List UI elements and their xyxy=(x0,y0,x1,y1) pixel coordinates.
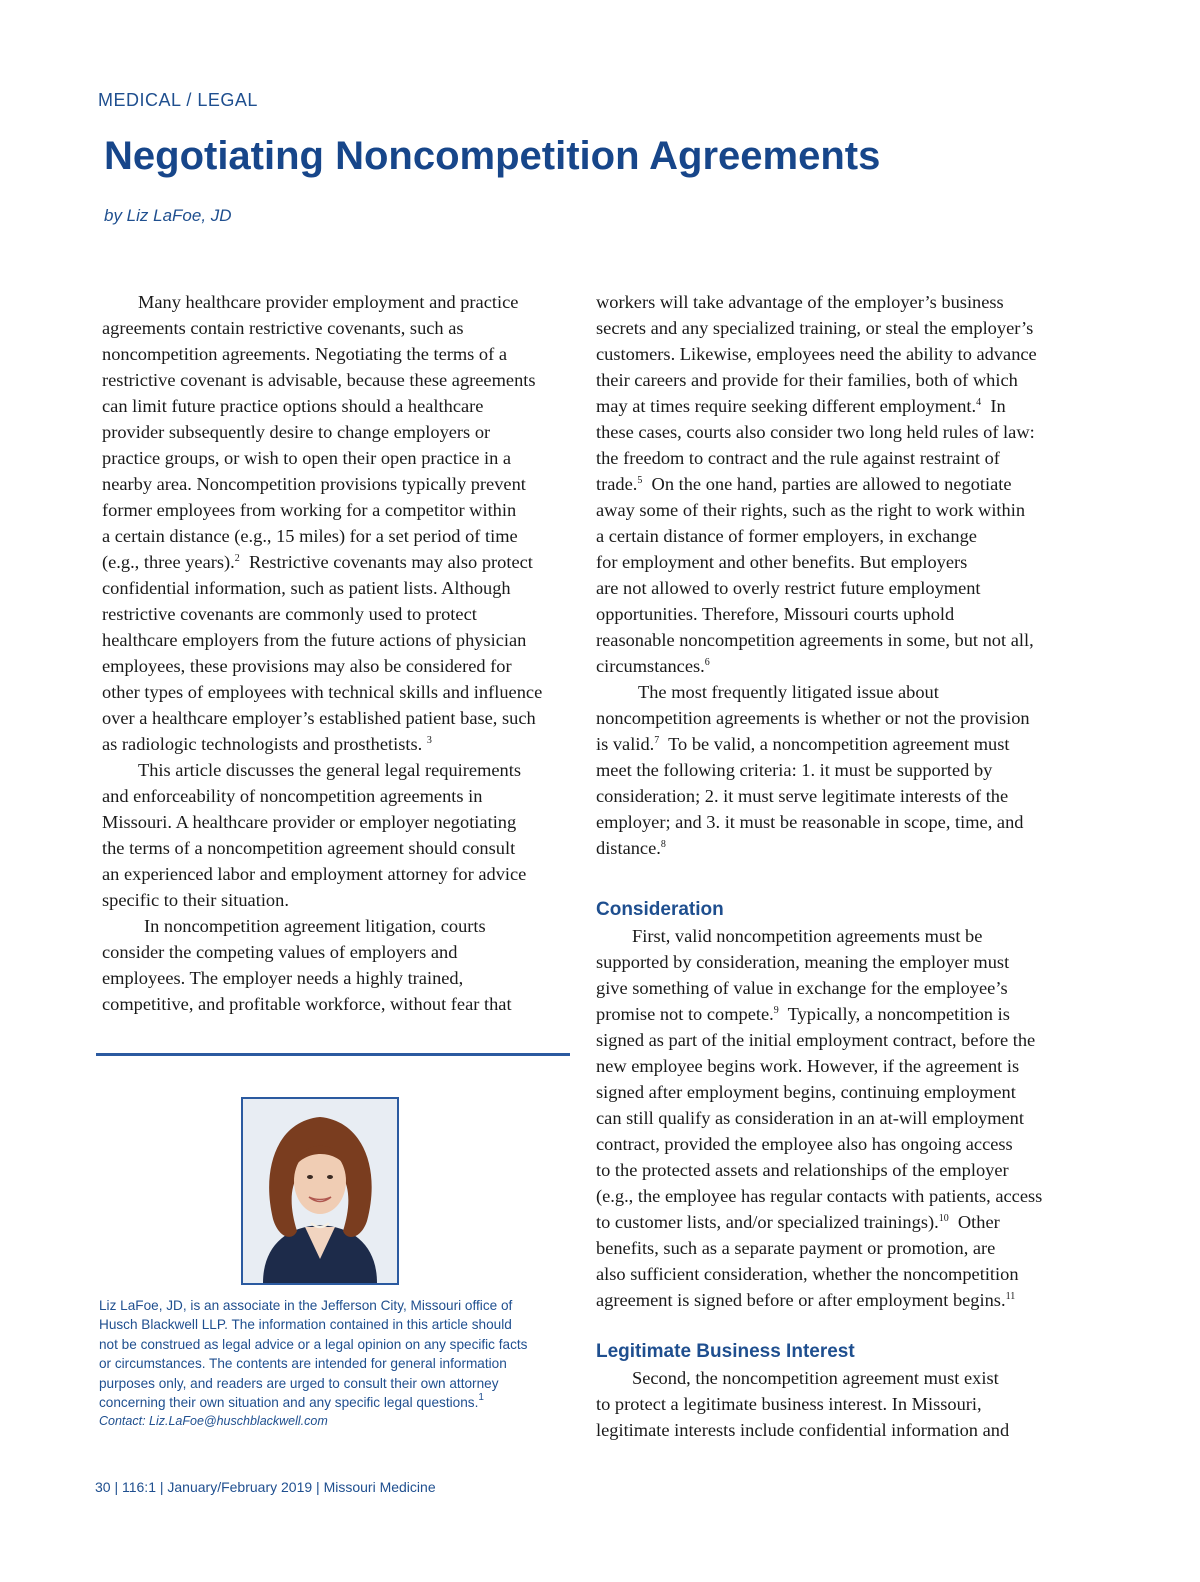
text-line: customers. Likewise, employees need the ability to advance xyxy=(596,344,1037,364)
text-fragment: distance. xyxy=(596,838,661,858)
footnote-ref[interactable]: 3 xyxy=(426,735,432,746)
text-line: former employees from working for a competitor within xyxy=(102,500,517,520)
text-line: restrictive covenant is advisable, because these agreements xyxy=(102,370,536,390)
text-line xyxy=(596,1001,1072,1027)
bio-line: Husch Blackwell LLP. The information contained in this article should xyxy=(99,1317,512,1333)
text-line: consideration; 2. it must serve legitimate interests of the xyxy=(596,786,1009,806)
text-line: workers will take advantage of the employer’s business xyxy=(596,292,1004,312)
article-title: Negotiating Noncompetition Agreements xyxy=(104,134,881,178)
text-line: a certain distance (e.g., 15 miles) for a set period of time xyxy=(102,526,518,546)
text-line xyxy=(596,731,1072,757)
text-line xyxy=(596,393,1072,419)
text-line: confidential information, such as patient lists. Although xyxy=(102,578,511,598)
text-fragment: circumstances. xyxy=(596,656,705,676)
text-fragment: agreement is signed before or after employment begins. xyxy=(596,1290,1006,1310)
bio-line: purposes only, and readers are urged to consult their own attorney xyxy=(99,1375,499,1391)
text-fragment: Restrictive covenants may also protect xyxy=(239,552,533,572)
text-line: their careers and provide for their families, both of which xyxy=(596,370,1018,390)
text-line: new employee begins work. However, if the agreement is xyxy=(596,1056,1020,1076)
paragraph-consideration xyxy=(596,923,1072,1313)
text-line: (e.g., the employee has regular contacts with patients, access xyxy=(596,1186,1043,1206)
text-line: Second, the noncompetition agreement must exist xyxy=(632,1368,999,1388)
text-line: the freedom to contract and the rule against restraint of xyxy=(596,448,1000,468)
text-fragment: promise not to compete. xyxy=(596,1004,774,1024)
text-line: employees, these provisions may also be considered for xyxy=(102,656,512,676)
text-line: supported by consideration, meaning the employer must xyxy=(596,952,1010,972)
text-line xyxy=(596,1287,1072,1313)
text-line: legitimate interests include confidential information and xyxy=(596,1420,1010,1440)
text-fragment: (e.g., three years). xyxy=(102,552,235,572)
text-line: In noncompetition agreement litigation, courts xyxy=(144,916,486,936)
text-line: specific to their situation. xyxy=(102,890,289,910)
text-line: competitive, and profitable workforce, without fear that xyxy=(102,994,512,1014)
paragraph-validity xyxy=(596,679,1072,861)
text-line xyxy=(102,549,572,575)
text-line: can limit future practice options should a healthcare xyxy=(102,396,484,416)
paragraph-intro xyxy=(102,289,572,757)
text-line: other types of employees with technical skills and influence xyxy=(102,682,543,702)
text-fragment: is valid. xyxy=(596,734,655,754)
text-line: over a healthcare employer’s established patient base, such xyxy=(102,708,536,728)
text-line: agreements contain restrictive covenants, such as xyxy=(102,318,464,338)
bio-line: Liz LaFoe, JD, is an associate in the Jefferson City, Missouri office of xyxy=(99,1298,513,1313)
text-line: nearby area. Noncompetition provisions typically prevent xyxy=(102,474,526,494)
paragraph-legitimate-interest xyxy=(596,1365,1072,1443)
text-line: provider subsequently desire to change employers or xyxy=(102,422,491,442)
text-line: can still qualify as consideration in an at-will employment xyxy=(596,1108,1024,1128)
text-fragment: trade. xyxy=(596,474,638,494)
footnote-ref[interactable]: 9 xyxy=(773,1005,779,1016)
text-fragment: To be valid, a noncompetition agreement must xyxy=(659,734,1010,754)
text-line: secrets and any specialized training, or steal the employer’s xyxy=(596,318,1034,338)
footnote-ref[interactable]: 6 xyxy=(704,657,710,668)
text-fragment: On the one hand, parties are allowed to negotiate xyxy=(642,474,1012,494)
footnote-ref[interactable]: 11 xyxy=(1005,1291,1016,1302)
text-line xyxy=(596,1209,1072,1235)
bio-line xyxy=(99,1393,569,1412)
author-byline: by Liz LaFoe, JD xyxy=(104,206,232,225)
author-bio xyxy=(99,1296,569,1432)
right-column xyxy=(596,289,1072,1443)
text-line: benefits, such as a separate payment or promotion, are xyxy=(596,1238,996,1258)
page-footer: 30 | 116:1 | January/February 2019 | Missouri Medicine xyxy=(95,1479,436,1495)
text-line: for employment and other benefits. But employers xyxy=(596,552,968,572)
text-fragment: concerning their own situation and any specific legal questions. xyxy=(99,1395,479,1411)
text-fragment: as radiologic technologists and prosthetists. xyxy=(102,734,427,754)
text-line: to the protected assets and relationships of the employer xyxy=(596,1160,1009,1180)
text-line: employer; and 3. it must be reasonable in scope, time, and xyxy=(596,812,1024,832)
text-line: noncompetition agreements is whether or not the provision xyxy=(596,708,1030,728)
bio-line: not be construed as legal advice or a legal opinion on any specific facts xyxy=(99,1336,528,1352)
section-heading-legitimate-interest: Legitimate Business Interest xyxy=(596,1341,855,1362)
footnote-ref[interactable]: 2 xyxy=(234,553,240,564)
text-line xyxy=(596,653,1072,679)
footnote-ref[interactable]: 10 xyxy=(938,1213,949,1224)
text-line: practice groups, or wish to open their open practice in a xyxy=(102,448,512,468)
portrait-image xyxy=(243,1099,397,1283)
text-line: a certain distance of former employers, in exchange xyxy=(596,526,977,546)
text-line: opportunities. Therefore, Missouri courts uphold xyxy=(596,604,955,624)
text-line: signed as part of the initial employment contract, before the xyxy=(596,1030,1036,1050)
footnote-ref[interactable]: 1 xyxy=(478,1392,484,1404)
paragraph-litigation xyxy=(102,913,572,1017)
text-line: employees. The employer needs a highly trained, xyxy=(102,968,464,988)
footnote-ref[interactable]: 7 xyxy=(654,735,660,746)
section-heading-consideration: Consideration xyxy=(596,899,724,920)
text-line: First, valid noncompetition agreements must be xyxy=(632,926,983,946)
text-line: Many healthcare provider employment and practice xyxy=(138,292,519,312)
author-contact-email[interactable]: Contact: Liz.LaFoe@huschblackwell.com xyxy=(99,1414,328,1429)
text-line xyxy=(596,471,1072,497)
text-line: meet the following criteria: 1. it must be supported by xyxy=(596,760,993,780)
text-line: consider the competing values of employers and xyxy=(102,942,458,962)
text-line: the terms of a noncompetition agreement should consult xyxy=(102,838,516,858)
author-photo xyxy=(241,1097,399,1285)
text-fragment: to customer lists, and/or specialized trainings). xyxy=(596,1212,939,1232)
text-line: are not allowed to overly restrict future employment xyxy=(596,578,981,598)
text-line: noncompetition agreements. Negotiating the terms of a xyxy=(102,344,507,364)
text-line: an experienced labor and employment attorney for advice xyxy=(102,864,527,884)
paragraph-purpose xyxy=(102,757,572,913)
text-fragment: may at times require seeking different employment. xyxy=(596,396,977,416)
text-line: to protect a legitimate business interest. In Missouri, xyxy=(596,1394,982,1414)
footnote-ref[interactable]: 8 xyxy=(660,839,666,850)
footnote-ref[interactable]: 4 xyxy=(976,397,982,408)
section-kicker: MEDICAL / LEGAL xyxy=(98,90,258,110)
bio-line: or circumstances. The contents are intended for general information xyxy=(99,1356,507,1372)
text-line: also sufficient consideration, whether the noncompetition xyxy=(596,1264,1019,1284)
text-fragment: Typically, a noncompetition is xyxy=(778,1004,1010,1024)
text-line: away some of their rights, such as the right to work within xyxy=(596,500,1026,520)
text-line: healthcare employers from the future actions of physician xyxy=(102,630,527,650)
text-fragment: Other xyxy=(948,1212,1000,1232)
text-line: This article discusses the general legal requirements xyxy=(138,760,521,780)
text-line: restrictive covenants are commonly used to protect xyxy=(102,604,477,624)
text-line: reasonable noncompetition agreements in some, but not all, xyxy=(596,630,1034,650)
text-line xyxy=(102,731,572,757)
text-line: these cases, courts also consider two long held rules of law: xyxy=(596,422,1035,442)
text-fragment: In xyxy=(981,396,1006,416)
text-line: and enforceability of noncompetition agreements in xyxy=(102,786,483,806)
paragraph-balance xyxy=(596,289,1072,679)
sidebar-divider xyxy=(96,1053,570,1056)
text-line xyxy=(596,835,1072,861)
text-line: give something of value in exchange for the employee’s xyxy=(596,978,1008,998)
text-line: contract, provided the employee also has ongoing access xyxy=(596,1134,1013,1154)
footnote-ref[interactable]: 5 xyxy=(637,475,643,486)
text-line: signed after employment begins, continuing employment xyxy=(596,1082,1016,1102)
text-line: Missouri. A healthcare provider or employer negotiating xyxy=(102,812,517,832)
left-column xyxy=(102,289,572,1017)
text-line: The most frequently litigated issue about xyxy=(638,682,939,702)
